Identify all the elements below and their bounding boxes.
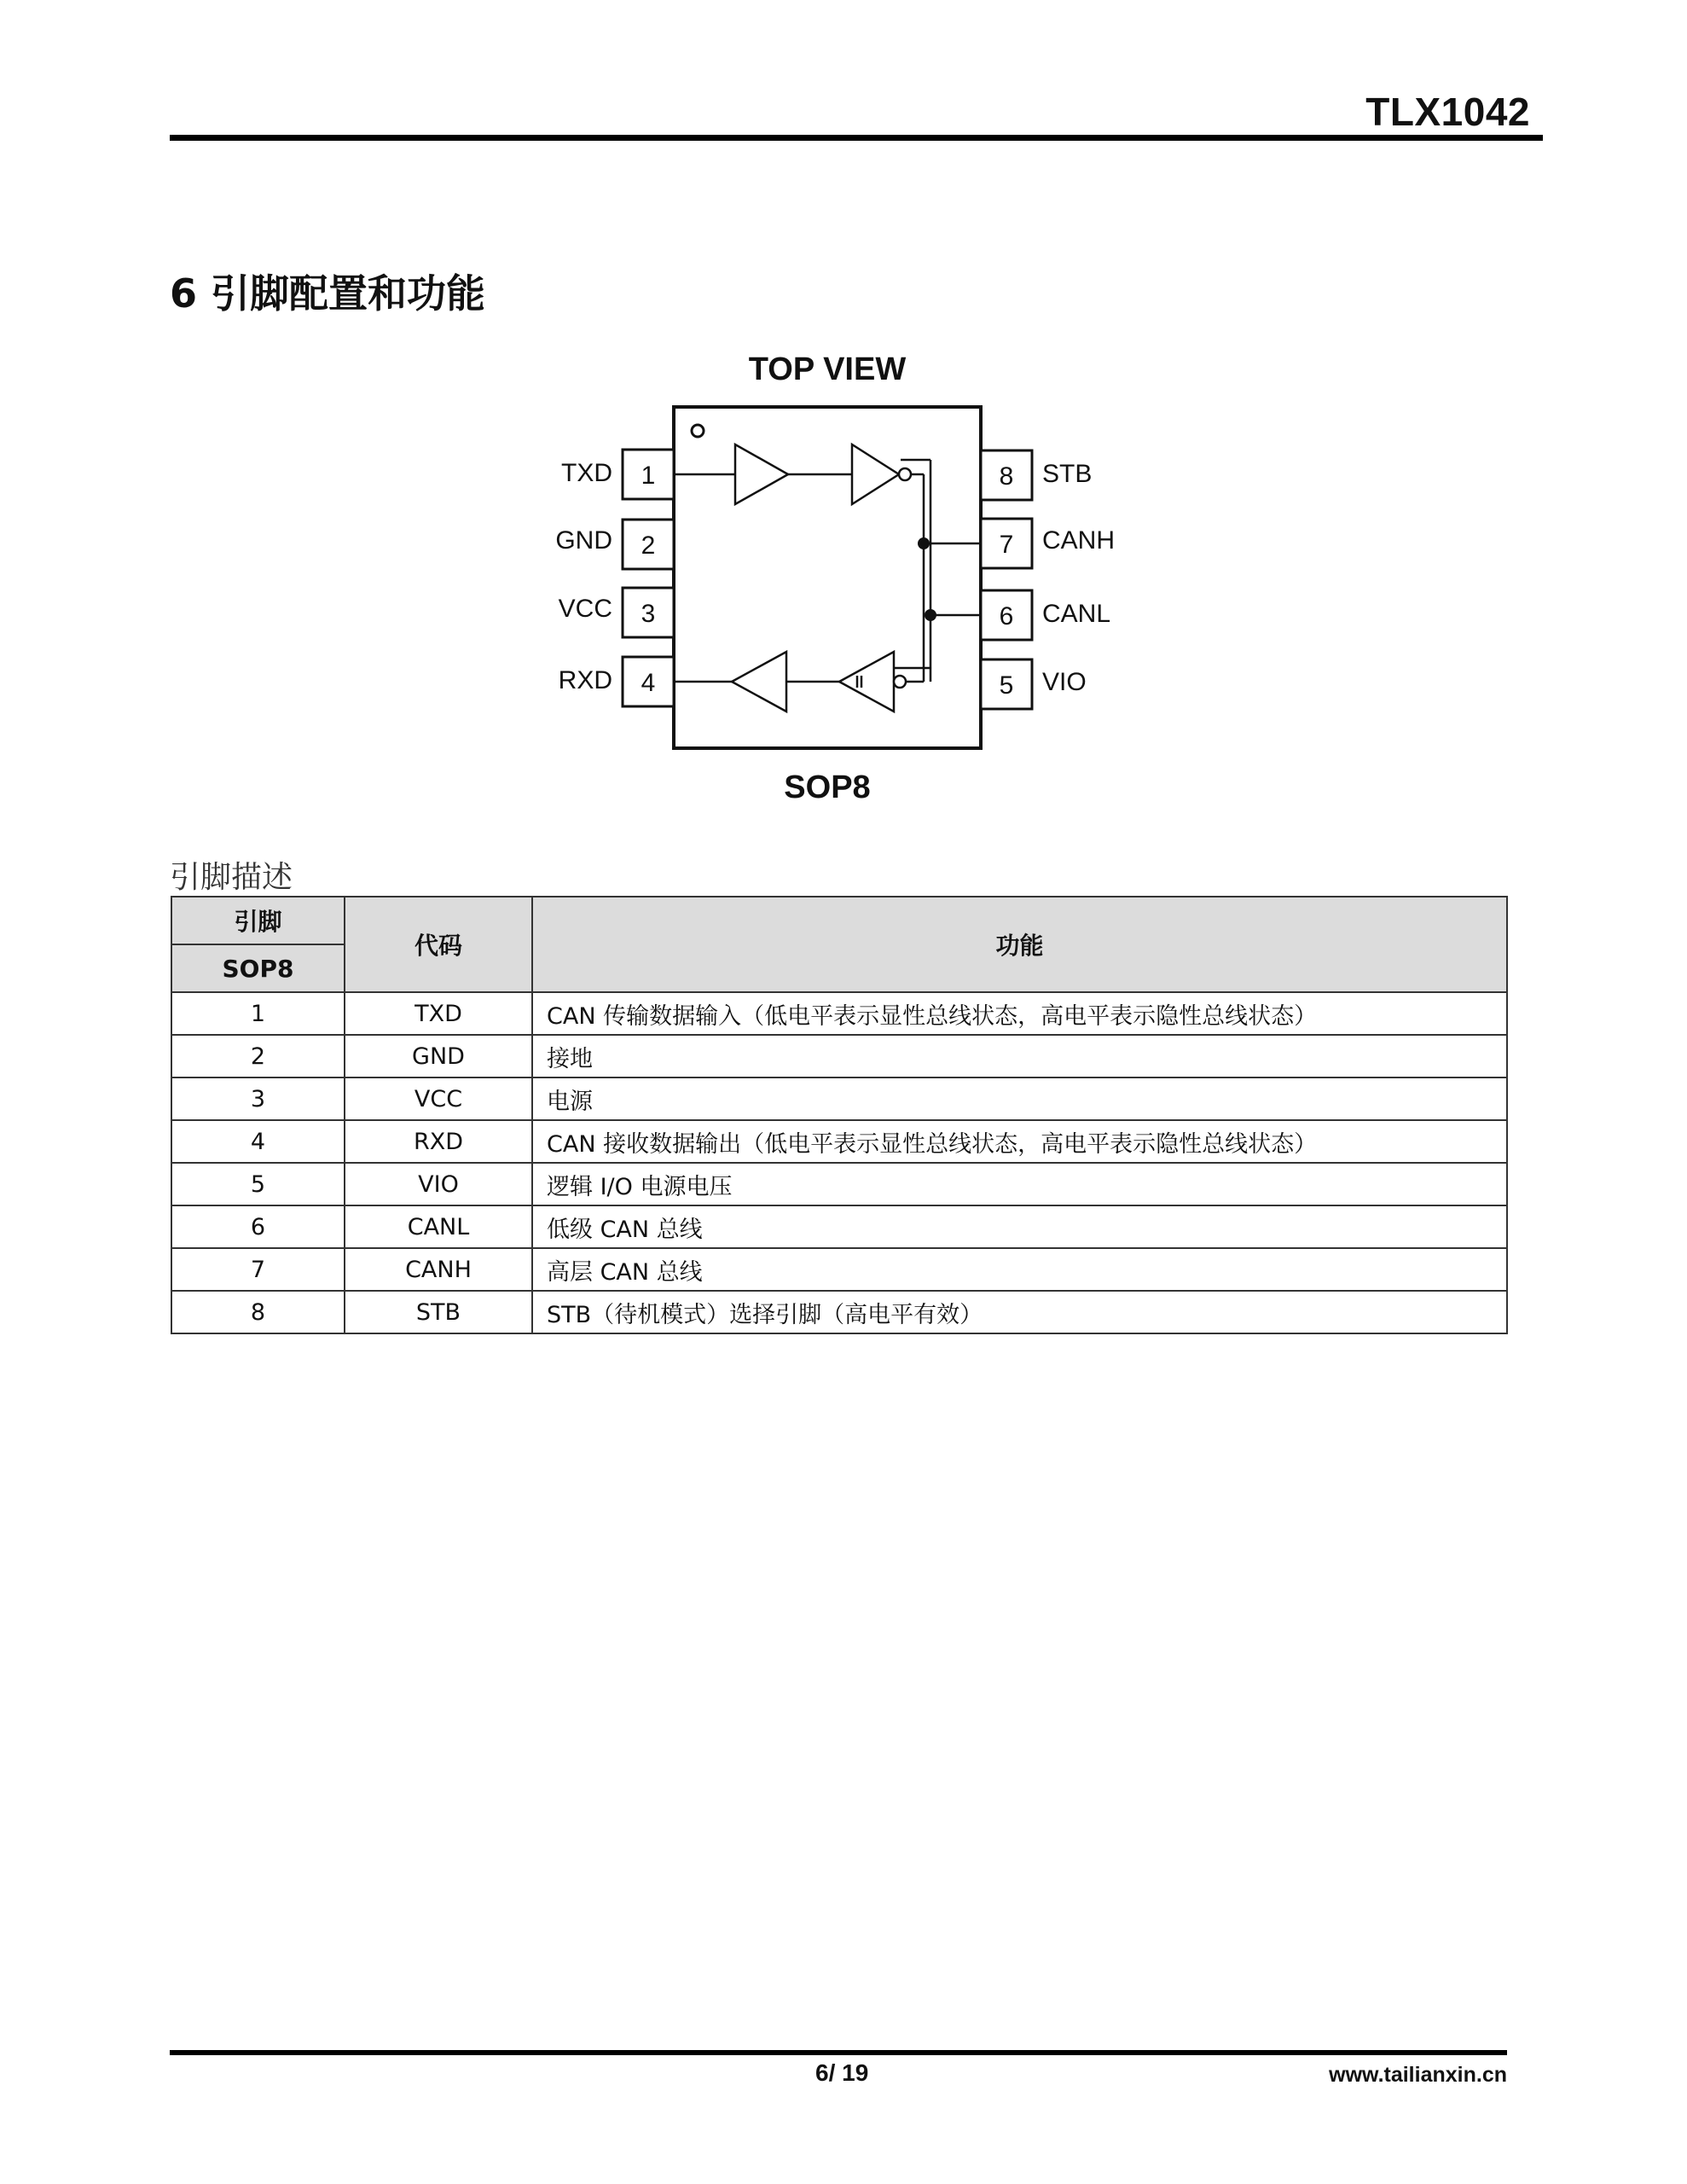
transmit-path xyxy=(674,444,981,615)
function-cell: CAN 传输数据输入（低电平表示显性总线状态，高电平表示隐性总线状态） xyxy=(532,992,1507,1035)
pin-number: 6 xyxy=(999,602,1014,630)
page-number: 6/ 19 xyxy=(815,2059,869,2086)
canl-junction-dot xyxy=(925,609,936,621)
pinout-diagram xyxy=(537,346,1134,823)
code-header: 代码 xyxy=(345,897,532,992)
left-pin-1 xyxy=(561,450,674,499)
pin-number: 8 xyxy=(999,462,1014,491)
table-row xyxy=(171,1035,1507,1077)
pin-number: 2 xyxy=(641,531,656,560)
canh-junction-dot xyxy=(918,537,930,549)
right-pin-8 xyxy=(981,450,1092,500)
pin-number: 5 xyxy=(999,671,1014,700)
rx-receiver-icon xyxy=(839,652,894,712)
rx-buffer-icon xyxy=(732,652,786,712)
tx-buffer-icon xyxy=(735,444,788,504)
pin-name: VCC xyxy=(558,595,612,623)
table-row xyxy=(171,1205,1507,1248)
pin-number: 1 xyxy=(641,462,656,490)
right-pin-5 xyxy=(981,659,1087,709)
section-title: 6 引脚配置和功能 xyxy=(170,270,486,317)
pin-name: CANH xyxy=(1042,526,1116,555)
function-cell: 高层 CAN 总线 xyxy=(532,1248,1507,1291)
table-row xyxy=(171,1163,1507,1205)
pin-name: CANL xyxy=(1042,600,1111,628)
function-cell: CAN 接收数据输出（低电平表示显性总线状态，高电平表示隐性总线状态） xyxy=(532,1120,1507,1163)
table-caption: 引脚描述 xyxy=(170,860,293,895)
pin-cell: 1 xyxy=(171,992,345,1035)
pin-cell: 2 xyxy=(171,1035,345,1077)
package-header: SOP8 xyxy=(171,944,345,992)
pin-name: VIO xyxy=(1042,668,1087,696)
right-pin-7 xyxy=(981,519,1115,568)
pin-cell: 3 xyxy=(171,1077,345,1120)
left-pin-2 xyxy=(555,520,674,569)
left-pin-3 xyxy=(559,588,674,637)
ic-body xyxy=(674,407,981,748)
pin-cell: 5 xyxy=(171,1163,345,1205)
left-pin-4 xyxy=(559,657,674,706)
pin-name: RXD xyxy=(558,666,612,694)
right-pin-6 xyxy=(981,590,1110,640)
code-cell: VCC xyxy=(345,1077,532,1120)
pin-cell: 4 xyxy=(171,1120,345,1163)
footer-rule xyxy=(170,2050,1507,2055)
pin-number: 3 xyxy=(641,600,656,628)
pin-description-table xyxy=(171,896,1508,1334)
pin-cell: 8 xyxy=(171,1291,345,1333)
function-cell: 电源 xyxy=(532,1077,1507,1120)
table-row xyxy=(171,1120,1507,1163)
diagram-title: TOP VIEW xyxy=(748,351,907,387)
pin-number: 7 xyxy=(999,531,1014,559)
table-row xyxy=(171,992,1507,1035)
table-row xyxy=(171,1291,1507,1333)
pin-cell: 6 xyxy=(171,1205,345,1248)
tx-driver-icon xyxy=(852,444,899,504)
code-cell: CANL xyxy=(345,1205,532,1248)
function-cell: STB（待机模式）选择引脚（高电平有效） xyxy=(532,1291,1507,1333)
function-cell: 低级 CAN 总线 xyxy=(532,1205,1507,1248)
website-link[interactable]: www.tailianxin.cn xyxy=(1329,2063,1507,2087)
header-rule xyxy=(170,135,1543,141)
code-cell: GND xyxy=(345,1035,532,1077)
function-cell: 接地 xyxy=(532,1035,1507,1077)
receive-path xyxy=(674,543,930,712)
pin-name: TXD xyxy=(561,459,612,487)
table-row xyxy=(171,1248,1507,1291)
code-cell: RXD xyxy=(345,1120,532,1163)
pin-number: 4 xyxy=(641,669,656,697)
pin1-marker xyxy=(692,425,704,437)
table-row xyxy=(171,1077,1507,1120)
pin-name: GND xyxy=(555,526,612,555)
code-cell: TXD xyxy=(345,992,532,1035)
function-header: 功能 xyxy=(532,897,1507,992)
document-code: TLX1042 xyxy=(1365,90,1530,134)
package-label: SOP8 xyxy=(784,770,871,805)
code-cell: VIO xyxy=(345,1163,532,1205)
pin-cell: 7 xyxy=(171,1248,345,1291)
code-cell: CANH xyxy=(345,1248,532,1291)
pin-header: 引脚 xyxy=(171,897,345,944)
function-cell: 逻辑 I/O 电源电压 xyxy=(532,1163,1507,1205)
code-cell: STB xyxy=(345,1291,532,1333)
pin-name: STB xyxy=(1042,460,1093,488)
